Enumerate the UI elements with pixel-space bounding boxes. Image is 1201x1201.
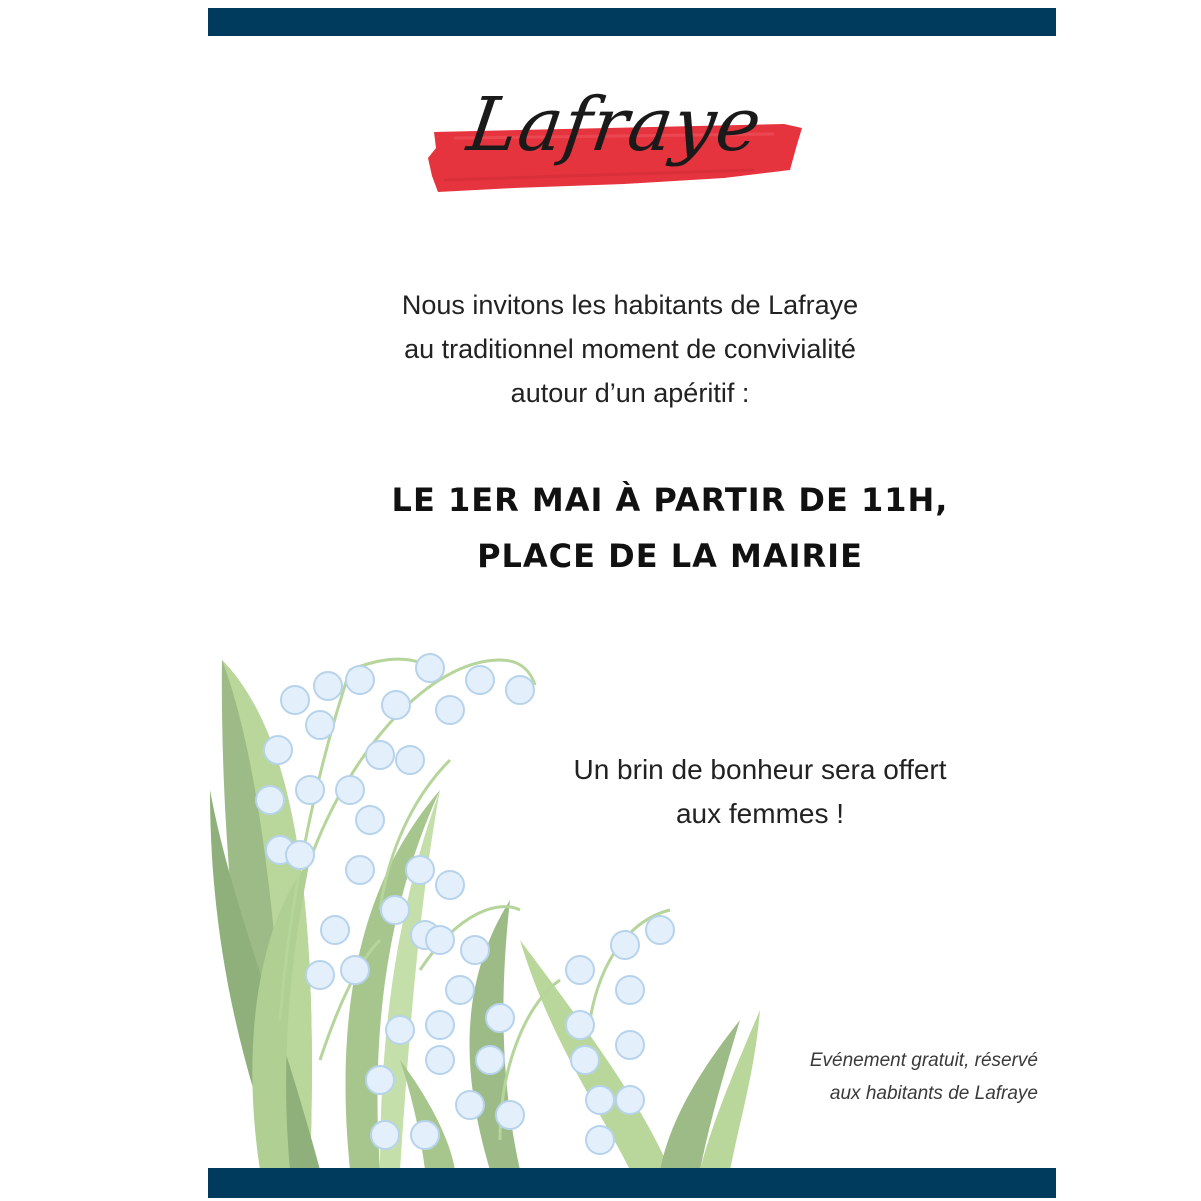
flower [506, 676, 534, 704]
flower [366, 1066, 394, 1094]
flower [336, 776, 364, 804]
gift-line: Un brin de bonheur sera offert [573, 754, 947, 785]
flower [566, 956, 594, 984]
invitation-line: Nous invitons les habitants de Lafraye [401, 290, 859, 320]
footnote-line: aux habitants de Lafraye [829, 1083, 1038, 1104]
event-date-line: LE 1ER MAI À PARTIR DE 11H, [391, 481, 949, 519]
flower [616, 976, 644, 1004]
page-title: Lafraye [462, 82, 768, 168]
flower [616, 1086, 644, 1114]
flower [461, 936, 489, 964]
event-place-line: PLACE DE LA MAIRIE [477, 537, 863, 575]
flower [611, 931, 639, 959]
flower [296, 776, 324, 804]
event-details [330, 472, 1010, 584]
flower [281, 686, 309, 714]
flower [286, 841, 314, 869]
flower [446, 976, 474, 1004]
flower [646, 916, 674, 944]
invitation-line: au traditionnel moment de convivialité [404, 334, 856, 364]
top-border-bar [208, 8, 1056, 36]
flower [571, 1046, 599, 1074]
flower [256, 786, 284, 814]
gift-line: aux femmes ! [675, 798, 845, 829]
flower [486, 1004, 514, 1032]
flower [382, 691, 410, 719]
flower [426, 1011, 454, 1039]
flower [371, 1121, 399, 1149]
footnote-line: Evénement gratuit, réservé [809, 1050, 1038, 1071]
flower [346, 666, 374, 694]
flower [586, 1126, 614, 1154]
flower [346, 856, 374, 884]
flower [436, 696, 464, 724]
flower [321, 916, 349, 944]
invitation-line: autour d’un apéritif : [510, 378, 750, 408]
flower [436, 871, 464, 899]
flower [566, 1011, 594, 1039]
flower [466, 666, 494, 694]
flower [416, 654, 444, 682]
leaf [400, 1060, 455, 1170]
flower [411, 1121, 439, 1149]
flower [366, 741, 394, 769]
flower [381, 896, 409, 924]
invitation-text [300, 283, 960, 415]
flower [426, 1046, 454, 1074]
flower [406, 856, 434, 884]
flower [306, 961, 334, 989]
flower [496, 1101, 524, 1129]
flower [476, 1046, 504, 1074]
flower [386, 1016, 414, 1044]
bottom-border-bar [208, 1168, 1056, 1198]
flower [616, 1031, 644, 1059]
flower [456, 1091, 484, 1119]
flower [341, 956, 369, 984]
flower [356, 806, 384, 834]
flower [426, 926, 454, 954]
flower [264, 736, 292, 764]
flower [586, 1086, 614, 1114]
flower [314, 672, 342, 700]
lily-of-the-valley-illustration [200, 640, 800, 1170]
flower [396, 746, 424, 774]
flower [306, 711, 334, 739]
